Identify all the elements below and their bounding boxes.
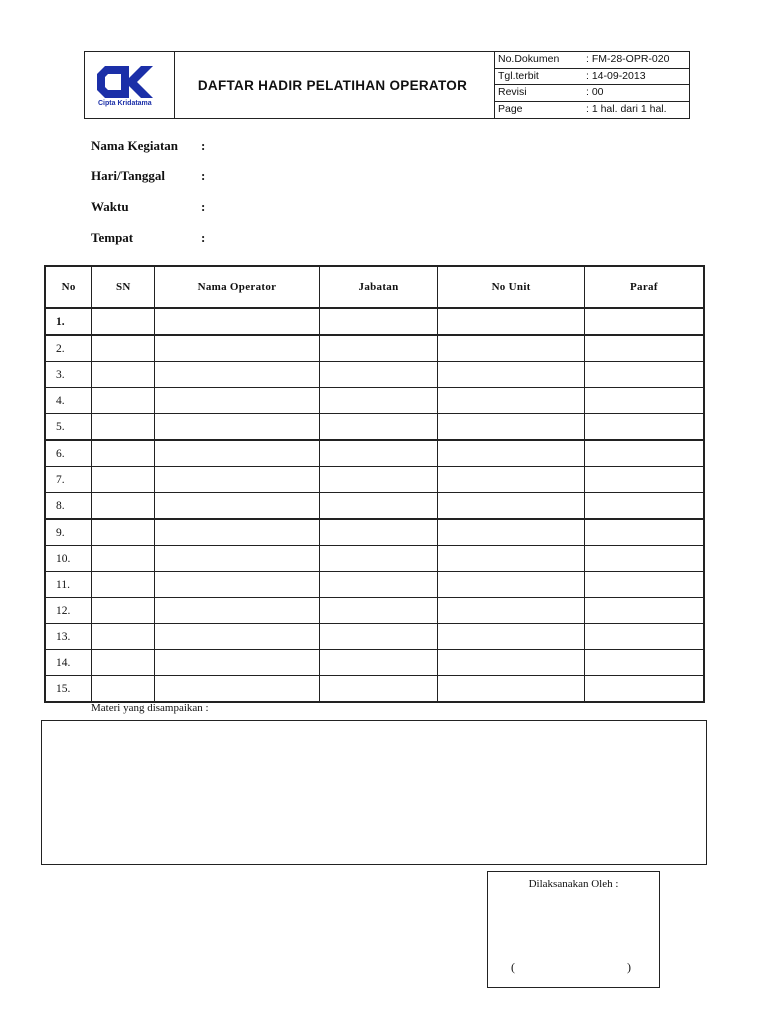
row-number: 4. bbox=[45, 388, 92, 414]
cell-sn[interactable] bbox=[92, 598, 155, 624]
document-meta bbox=[494, 52, 690, 118]
table-row bbox=[45, 414, 704, 441]
cell-sn[interactable] bbox=[92, 546, 155, 572]
signature-title: Dilaksanakan Oleh : bbox=[528, 878, 619, 890]
cell-sn[interactable] bbox=[92, 388, 155, 414]
meta-row-tgl-terbit bbox=[495, 69, 690, 86]
cell-nama-operator[interactable] bbox=[155, 335, 320, 362]
field-waktu-label: Waktu bbox=[91, 199, 129, 214]
cell-no-unit[interactable] bbox=[438, 440, 584, 467]
cell-paraf[interactable] bbox=[584, 467, 704, 493]
cell-no-unit[interactable] bbox=[438, 388, 584, 414]
cell-paraf[interactable] bbox=[584, 650, 704, 676]
table-row bbox=[45, 362, 704, 388]
row-number: 7. bbox=[45, 467, 92, 493]
cell-jabatan[interactable] bbox=[319, 440, 438, 467]
table-row bbox=[45, 467, 704, 493]
cell-no-unit[interactable] bbox=[438, 308, 584, 335]
meta-label: No.Dokumen bbox=[498, 53, 560, 65]
document-header bbox=[84, 51, 690, 119]
cell-no-unit[interactable] bbox=[438, 362, 584, 388]
company-logo bbox=[95, 64, 165, 110]
field-colon: : bbox=[201, 168, 206, 183]
cell-sn[interactable] bbox=[92, 519, 155, 546]
cell-sn[interactable] bbox=[92, 572, 155, 598]
materi-label: Materi yang disampaikan : bbox=[91, 702, 209, 714]
table-row bbox=[45, 440, 704, 467]
row-number: 10. bbox=[45, 546, 92, 572]
row-number: 8. bbox=[45, 493, 92, 520]
row-number: 14. bbox=[45, 650, 92, 676]
attendance-table bbox=[44, 265, 705, 703]
cell-jabatan[interactable] bbox=[319, 676, 438, 703]
meta-row-page bbox=[495, 102, 690, 119]
table-row bbox=[45, 572, 704, 598]
row-number: 11. bbox=[45, 572, 92, 598]
cell-no-unit[interactable] bbox=[438, 676, 584, 703]
ck-logo-icon bbox=[95, 64, 157, 100]
cell-paraf[interactable] bbox=[584, 598, 704, 624]
cell-jabatan[interactable] bbox=[319, 493, 438, 520]
document-title: DAFTAR HADIR PELATIHAN OPERATOR bbox=[197, 77, 468, 93]
field-nama-kegiatan-label: Nama Kegiatan bbox=[91, 138, 179, 153]
cell-paraf[interactable] bbox=[584, 676, 704, 703]
row-number: 2. bbox=[45, 335, 92, 362]
materi-textbox[interactable] bbox=[41, 720, 707, 865]
cell-nama-operator[interactable] bbox=[155, 440, 320, 467]
cell-no-unit[interactable] bbox=[438, 493, 584, 520]
cell-jabatan[interactable] bbox=[319, 414, 438, 441]
row-number: 5. bbox=[45, 414, 92, 441]
field-tempat-label: Tempat bbox=[91, 230, 134, 245]
logo-text: Cipta Kridatama bbox=[98, 100, 152, 107]
logo-cell bbox=[85, 52, 175, 118]
col-header-sn: SN bbox=[92, 266, 155, 308]
table-row bbox=[45, 624, 704, 650]
cell-jabatan[interactable] bbox=[319, 362, 438, 388]
col-header-jabatan: Jabatan bbox=[319, 266, 438, 308]
cell-paraf[interactable] bbox=[584, 335, 704, 362]
table-row bbox=[45, 308, 704, 335]
cell-paraf[interactable] bbox=[584, 493, 704, 520]
field-colon: : bbox=[201, 230, 206, 245]
meta-label: Page bbox=[498, 102, 523, 115]
row-number: 3. bbox=[45, 362, 92, 388]
cell-no-unit[interactable] bbox=[438, 598, 584, 624]
cell-sn[interactable] bbox=[92, 335, 155, 362]
cell-nama-operator[interactable] bbox=[155, 362, 320, 388]
cell-nama-operator[interactable] bbox=[155, 546, 320, 572]
field-colon: : bbox=[201, 199, 206, 214]
table-row bbox=[45, 650, 704, 676]
cell-jabatan[interactable] bbox=[319, 598, 438, 624]
cell-paraf[interactable] bbox=[584, 414, 704, 441]
col-header-paraf: Paraf bbox=[584, 266, 704, 308]
table-row bbox=[45, 388, 704, 414]
cell-paraf[interactable] bbox=[584, 440, 704, 467]
cell-sn[interactable] bbox=[92, 362, 155, 388]
col-header-no: No bbox=[45, 266, 92, 308]
signature-open-paren: ( bbox=[511, 960, 515, 974]
meta-row-revisi bbox=[495, 85, 690, 102]
cell-no-unit[interactable] bbox=[438, 624, 584, 650]
cell-nama-operator[interactable] bbox=[155, 519, 320, 546]
cell-sn[interactable] bbox=[92, 414, 155, 441]
col-header-no-unit: No Unit bbox=[438, 266, 584, 308]
cell-nama-operator[interactable] bbox=[155, 598, 320, 624]
cell-sn[interactable] bbox=[92, 440, 155, 467]
cell-paraf[interactable] bbox=[584, 362, 704, 388]
col-header-nama-operator: Nama Operator bbox=[155, 266, 320, 308]
cell-no-unit[interactable] bbox=[438, 414, 584, 441]
cell-jabatan[interactable] bbox=[319, 624, 438, 650]
cell-jabatan[interactable] bbox=[319, 335, 438, 362]
cell-nama-operator[interactable] bbox=[155, 467, 320, 493]
cell-nama-operator[interactable] bbox=[155, 414, 320, 441]
meta-value: : 00 bbox=[586, 86, 604, 98]
cell-sn[interactable] bbox=[92, 467, 155, 493]
cell-sn[interactable] bbox=[92, 676, 155, 703]
cell-no-unit[interactable] bbox=[438, 467, 584, 493]
row-number: 6. bbox=[45, 440, 92, 467]
cell-sn[interactable] bbox=[92, 650, 155, 676]
row-number: 12. bbox=[45, 598, 92, 624]
table-row bbox=[45, 546, 704, 572]
cell-sn[interactable] bbox=[92, 493, 155, 520]
table-row bbox=[45, 598, 704, 624]
table-row bbox=[45, 335, 704, 362]
table-header-row bbox=[45, 266, 704, 308]
cell-paraf[interactable] bbox=[584, 519, 704, 546]
row-number: 9. bbox=[45, 519, 92, 546]
cell-no-unit[interactable] bbox=[438, 335, 584, 362]
cell-jabatan[interactable] bbox=[319, 388, 438, 414]
cell-nama-operator[interactable] bbox=[155, 572, 320, 598]
cell-no-unit[interactable] bbox=[438, 519, 584, 546]
cell-nama-operator[interactable] bbox=[155, 676, 320, 703]
meta-value: : 1 hal. dari 1 hal. bbox=[586, 102, 667, 115]
meta-row-no-dokumen bbox=[495, 52, 690, 69]
meta-value: : FM-28-OPR-020 bbox=[586, 53, 670, 65]
cell-jabatan[interactable] bbox=[319, 546, 438, 572]
cell-nama-operator[interactable] bbox=[155, 308, 320, 335]
cell-nama-operator[interactable] bbox=[155, 624, 320, 650]
cell-nama-operator[interactable] bbox=[155, 650, 320, 676]
cell-paraf[interactable] bbox=[584, 624, 704, 650]
row-number: 13. bbox=[45, 624, 92, 650]
cell-sn[interactable] bbox=[92, 624, 155, 650]
cell-jabatan[interactable] bbox=[319, 572, 438, 598]
signature-box bbox=[487, 871, 660, 988]
cell-no-unit[interactable] bbox=[438, 650, 584, 676]
cell-nama-operator[interactable] bbox=[155, 388, 320, 414]
field-colon: : bbox=[201, 138, 206, 153]
cell-no-unit[interactable] bbox=[438, 546, 584, 572]
meta-value: : 14-09-2013 bbox=[586, 69, 646, 82]
cell-jabatan[interactable] bbox=[319, 650, 438, 676]
cell-no-unit[interactable] bbox=[438, 572, 584, 598]
cell-jabatan[interactable] bbox=[319, 519, 438, 546]
field-hari-tanggal-label: Hari/Tanggal bbox=[91, 168, 165, 183]
cell-paraf[interactable] bbox=[584, 388, 704, 414]
cell-jabatan[interactable] bbox=[319, 467, 438, 493]
cell-nama-operator[interactable] bbox=[155, 493, 320, 520]
table-row bbox=[45, 676, 704, 703]
table-row bbox=[45, 493, 704, 520]
meta-label: Revisi bbox=[498, 86, 527, 98]
cell-sn[interactable] bbox=[92, 308, 155, 335]
row-number: 15. bbox=[45, 676, 92, 703]
signature-close-paren: ) bbox=[627, 960, 631, 974]
meta-label: Tgl.terbit bbox=[498, 69, 539, 82]
cell-jabatan[interactable] bbox=[319, 308, 438, 335]
table-row bbox=[45, 519, 704, 546]
cell-paraf[interactable] bbox=[584, 308, 704, 335]
cell-paraf[interactable] bbox=[584, 572, 704, 598]
cell-paraf[interactable] bbox=[584, 546, 704, 572]
row-number: 1. bbox=[45, 308, 92, 335]
